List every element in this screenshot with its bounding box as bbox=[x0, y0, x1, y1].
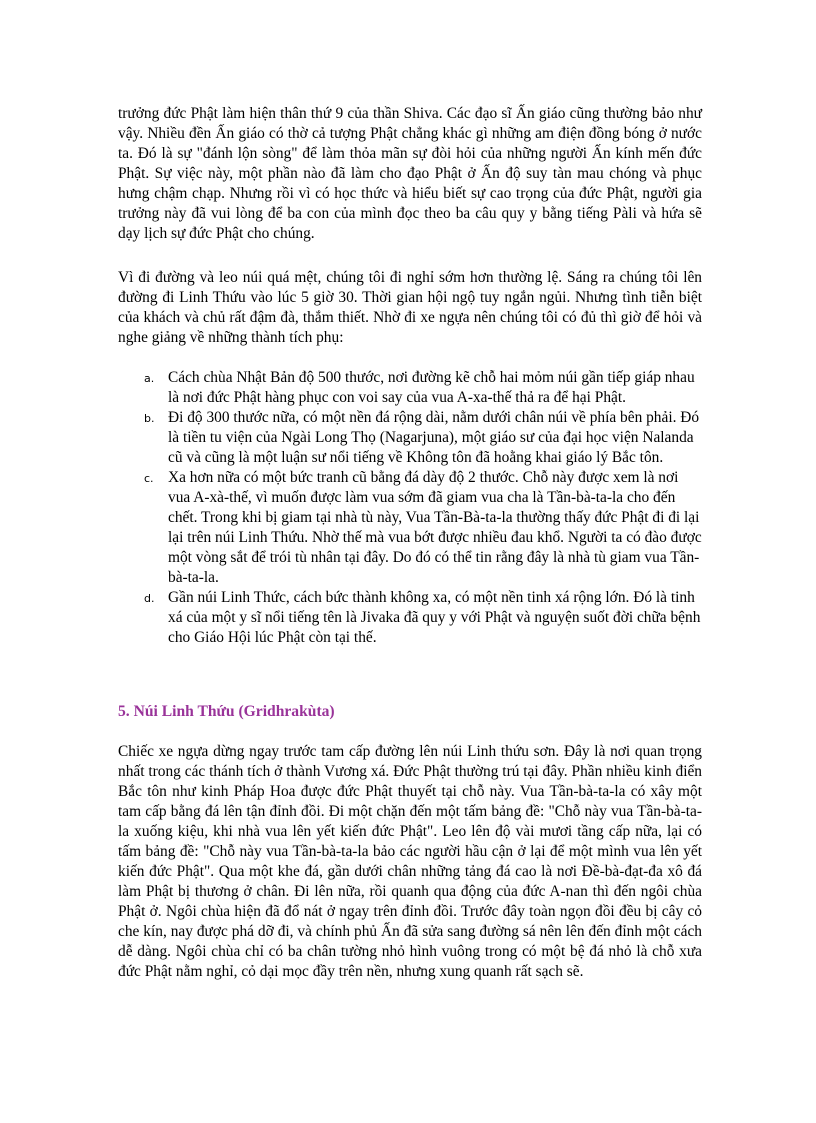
list-marker: c. bbox=[144, 472, 154, 485]
paragraph-linh-thuu: Chiếc xe ngựa dừng ngay trước tam cấp đường lên núi Linh thứu sơn. Đây là nơi quan trọng nhất trong các thánh tích ở thành Vương xá. Đức Phật thường trú tại đây. Phần nhiều kinh điển Bắc tôn như kinh Pháp Hoa được đức Phật thuyết tại chỗ này. Vua Tần-bà-ta-la có xây một tam cấp bằng đá lên tận đỉnh đồi. Đi một chặn đến một tấm bảng đề: "Chỗ này vua Tần-bà-ta-la xuống kiệu, khi nhà vua lên yết kiến đức Phật". Leo lên độ vài mươi tầng cấp nữa, lại có tấm bảng đề: "Chỗ này vua Tần-bà-ta-la bảo các người hầu cận ở lại để một mình vua lên yết kiến đức Phật". Qua một khe đá, gần dưới chân những tảng đá cao là nơi Đề-bà-đạt-đa xô đá làm Phật bị thương ở chân. Đi lên nữa, rồi quanh qua động của đức A-nan thì đến ngôi chùa Phật ở. Ngôi chùa hiện đã đổ nát ở ngay trên đỉnh đồi. Trước đây toàn ngọn đồi đều bị cây cỏ che kín, nay được phá dỡ đi, và chính phủ Ấn đã sửa sang đường sá nên lên đến đỉnh một cách dễ dàng. Ngôi chùa chỉ có ba chân tường nhỏ hình vuông trong có một bệ đá nhỏ là chỗ xưa đức Phật nằm nghỉ, cỏ dại mọc đầy trên nền, nhưng xung quanh rất sạch sẽ. bbox=[118, 743, 702, 980]
list-item bbox=[118, 368, 702, 408]
list-item-text: Gần núi Linh Thức, cách bức thành không xa, có một nền tinh xá rộng lớn. Đó là tinh xá của một y sĩ nổi tiếng tên là Jivaka đã quy y với Phật và nguyện suốt đời chữa bệnh cho Giáo Hội lúc Phật còn tại thế. bbox=[168, 589, 701, 646]
list-item bbox=[118, 588, 702, 648]
paragraph-journey: Vì đi đường và leo núi quá mệt, chúng tôi đi nghỉ sớm hơn thường lệ. Sáng ra chúng tôi lên đường đi Linh Thứu vào lúc 5 giờ 30. Thời gian hội ngộ tuy ngắn ngủi. Nhưng tình tiễn biệt của khách và chủ rất đậm đà, thắm thiết. Nhờ đi xe ngựa nên chúng tôi có đủ thì giờ để hỏi và nghe giảng về những thành tích phụ: bbox=[118, 269, 702, 346]
section-heading: 5. Núi Linh Thứu (Gridhrakùta) bbox=[118, 703, 335, 720]
list-item-text: Xa hơn nữa có một bức tranh cũ bằng đá dày độ 2 thước. Chỗ này được xem là nơi vua A-xà-thế, vì muốn được làm vua sớm đã giam vua cha là Tần-bà-ta-la cho đến chết. Trong khi bị giam tại nhà tù này, Vua Tần-Bà-ta-la thường thấy đức Phật đi đi lại lại trên núi Linh Thứu. Nhờ thế mà vua bớt được nhiều đau khổ. Người ta có đào được một vòng sắt để trói tù nhân tại đây. Do đó có thể tin rằng đây là nhà tù giam vua Tần-bà-ta-la. bbox=[168, 469, 702, 586]
list-marker: d. bbox=[144, 592, 155, 605]
list-marker: a. bbox=[144, 372, 155, 385]
list-item bbox=[118, 408, 702, 468]
paragraph-intro: trưởng đức Phật làm hiện thân thứ 9 của thần Shiva. Các đạo sĩ Ấn giáo cũng thường bảo như vậy. Nhiều đền Ấn giáo có thờ cả tượng Phật chẳng khác gì những am điện đồng bóng ở nước ta. Đó là sự "đánh lộn sòng" để làm thỏa mãn sự đòi hỏi của những người Ấn kính mến đức Phật. Sự việc này, một phần nào đã làm cho đạo Phật ở Ấn độ suy tàn mau chóng và phục hưng chậm chạp. Nhưng rồi vì có học thức và hiểu biết sự cao trọng của đức Phật, người gia trưởng này đã vui lòng để ba con của mình đọc theo ba câu quy y bằng tiếng Pàli và hứa sẽ dạy lịch sự đức Phật cho chúng. bbox=[118, 105, 702, 242]
sites-list bbox=[118, 368, 702, 648]
list-item-text: Cách chùa Nhật Bản độ 500 thước, nơi đường kẽ chỗ hai mỏm núi gần tiếp giáp nhau là nơi đức Phật hàng phục con voi say của vua A-xa-thế thả ra để hại Phật. bbox=[168, 369, 695, 406]
list-marker: b. bbox=[144, 412, 155, 425]
paragraph-spacer bbox=[118, 244, 702, 268]
list-item bbox=[118, 468, 702, 588]
document-page bbox=[118, 104, 702, 982]
list-item-text: Đi độ 300 thước nữa, có một nền đá rộng dài, nằm dưới chân núi về phía bên phải. Đó là tiền tu viện của Ngài Long Thọ (Nagarjuna), một giáo sư của đại học viện Nalanda cũ và cũng là một luận sư nổi tiếng về Không tôn đã hoằng khai giáo lý Bắc tôn. bbox=[168, 409, 700, 466]
